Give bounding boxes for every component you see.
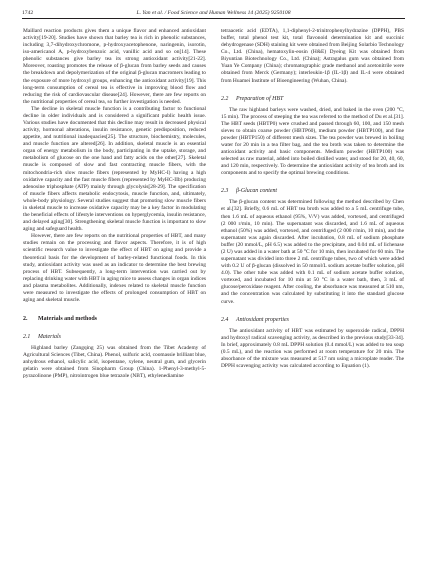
- subsection-title: β-Glucan content: [236, 188, 278, 195]
- page-number: 1742: [22, 10, 34, 16]
- running-header: [22, 8, 405, 18]
- paragraph: The decline in skeletal muscle function is a contributing factor to functional decline in older individuals and is considered a significant public health issue. Various studies have documented that this decline may result in decreased physical activity, hormonal alterations, insulin resistance, genetic predisposition, reduced appetite, and nutritional inadequacies[25]. The structure, biochemistry, molecules, and muscle function are altered[26]. In addition, skeletal muscle is an essential organ of energy metabolism in the body, participating in the uptake, storage, and metabolism of glucose on the one hand and fatty acids on the other[27]. Skeletal muscle is composed of slow and fast contracting muscle fibers, with the mitochondria-rich slow muscle fibers (represented by MyHC-I) having a high oxidative capacity and the fast muscle fibers (represented by MyHC-IIb) producing adenosine triphosphate (ATP) mainly through glycolysis[28-29]. The specification of muscle fibers affects metabolic endocytosis, muscle function, and, ultimately, whole-body physiology. Several studies suggest that promoting slow muscle fibers in skeletal muscle to increase oxidative capacity may be a key factor in modulating the beneficial effects of lifestyle interventions on hyperglycemia, insulin resistance, and delayed aging[30]. Strengthening skeletal muscle function is important to slow aging and safeguard health.: [23, 105, 206, 233]
- subsection-title: Materials: [38, 334, 61, 341]
- section-number: 2.: [23, 316, 28, 323]
- left-column: [23, 28, 206, 380]
- subsection-title: Antioxidant properties: [236, 316, 289, 323]
- paragraph: However, there are few reports on the nutritional properties of HBT, and many studies remain on the processing and flavor aspects. Therefore, it is of high scientific research value to investigate the effect of HBT on aging and provide a theoretical basis for the development of barley-related functional foods. In this study, antioxidant activity was used as an indicator to determine the best brewing process of HBT. Subsequently, a long-term intervention was carried out by replacing drinking water with HBT in aging mice to assess changes in organ indices and plasma metabolites. Additionally, indexes related to skeletal muscle function were measured to investigate the effects of prolonged consumption of HBT on aging and skeletal muscle.: [23, 233, 206, 303]
- paragraph: Maillard reaction products gives them a unique flavor and enhanced antioxidant activity[19-20]. Studies have shown that barley tea is rich in phenolic substances, including 3,7-dihydroxychromone, p-hydroxyacetophenone, naringenin, isorotin, iso-americanol A, p-hydroxybenzoic acid, vanillic acid and so on[14]. These phenolic substances give barley tea its strong antioxidant activity[21-22]. Moreover, roasting promotes the release of β-glucan from barley seeds and causes the breakdown and depolymerization of the original β-glucan macromers leading to the exposure of more hydroxyl groups, enhancing the antioxidant activity[19]. This long-term consumption of cereal tea is effective in improving blood flow and reducing the risk of cardiovascular disease[24]. However, there are few reports on the nutritional properties of cereal tea, so further investigation is needed.: [23, 28, 206, 105]
- section-heading: [23, 315, 206, 323]
- subsection-heading: [23, 333, 206, 341]
- subsection-number: 2.2: [221, 95, 229, 102]
- subsection-number: 2.3: [221, 188, 229, 195]
- paragraph: The antioxidant activity of HBT was estimated by superoxide radical, DPPH and hydroxyl radical scavenging activity, as described in the previous study[33-34]. In brief, approximately 0.8 mL DPPH solution (0.4 mmol/L) was added to tea soup (0.5 mL), and the reaction was performed at room temperature for 20 min. The absorbance of the mixture was measured at 517 nm using a microplate reader. The DPPH scavenging activity was calculated according to Equation (1).: [221, 327, 404, 369]
- journal-citation: L. Yan et al. / Food Science and Human Wellness 14 (2025) 9250108: [136, 10, 291, 16]
- section-title: Materials and methods: [38, 316, 97, 323]
- subsection-heading: [221, 187, 404, 195]
- subsection-number: 2.1: [23, 334, 31, 341]
- paragraph: Highland barley (Zangqing 25) was obtained from the Tibet Academy of Agricultural Sciences (Tibet, China). Phenol, sulfuric acid, coomassie brilliant blue, anhydrous ethanol, salicylic acid, isopentane, xylene, neutral gum, and glycerin gelatin were obtained from Sinopharm Group (China). 1-Phenyl-3-methyl-5-pyrazolinone (PMP), nitrointrogen blue tetrazole (NBT), ethylenediamine: [23, 345, 206, 380]
- subsection-heading: [221, 316, 404, 324]
- paragraph: tetraacetic acid (EDTA), 1,1-diphenyl-2-trinitrophenylhydrazine (DPPH), PBS buffer, total phenol test kit, total flavonoid determination kit and succinic dehydrogenase (SDH) staining kit were obtained from Beijing Solarbio Technology Co., Ltd. (China), hematoxylin-eosin (H&E) Dyeing Kit was obtained from Biyuntian Biotechnology Co., Ltd. (China); Astragalus gum was obtained from Yuan Ye Company (China); chromatographic grade methanol and acetonitrile were obtained from Merck (Germany); interleukin-1β (IL-1β) and IL-4 were obtained from Huamei Institute of Bioengineering (Wuhan, China).: [221, 28, 404, 84]
- paragraph: The β-glucan content was determined following the method described by Chen et al.[32]. Briefly, 0.6 mL of HBT tea broth was added to a 5 mL centrifuge tube, then 1.6 mL of aqueous ethanol (95%, V/V) was added, vortexed, and centrifuged (2 000 r/min, 10 min). The supernatant was discarded, and 1.6 mL of aqueous ethanol (50%) was added, vortexed, and centrifuged (2 000 r/min, 10 min), and the supernatant was again discarded. After incubation, 0.8 mL of sodium phosphate buffer (20 mmol/L, pH 6.5) was added to the precipitate, and 0.04 mL of lichenase (2 U) was added in a water bath at 50 °C for 10 min, then incubated for 60 min. The supernatant was divided into three 2 mL centrifuge tubes, two of which were added with 0.2 U of β-glucan (dissolved in 50 mmol/L sodium acetate buffer solution, pH 4.0). The other tube was added with 0.1 mL of sodium acetate buffer solution, vortexed, and incubated for 10 min at 50 °C in a water bath, then, 3 mL of glucose/peroxidase reagent. After cooling, the absorbance was measured at 510 nm, and the concentration was calculated by substituting it into the standard glucose curve.: [221, 199, 404, 305]
- right-column: [221, 28, 404, 370]
- header-rule: [22, 18, 405, 19]
- paragraph: The raw highland barleys were washed, dried, and baked in the oven (200 °C, 15 min). The process of steeping the tea was referred to the method of Du et al.[31]. The HBT seeds (HBTP0) were crushed and passed through 60, 100, and 150 mesh sieves to obtain coarse powder (HBTP60), medium powder (HBTP100), and fine powder (HBTP150) of different mesh sizes. The tea powder was brewed in boiling water for 20 min in a tea filter bag, and the tea broth was taken to determine the antioxidant activity and basic components. Medium powder (HBTP100) was selected as raw material, added into boiled distilled water, and stood for 20, 40, 60, and 120 min, respectively. To determine the antioxidant activity of tea broth and its components and to specify the optimal brewing conditions.: [221, 106, 404, 177]
- subsection-title: Preparation of HBT: [236, 95, 284, 102]
- subsection-heading: [221, 95, 404, 103]
- subsection-number: 2.4: [221, 316, 229, 323]
